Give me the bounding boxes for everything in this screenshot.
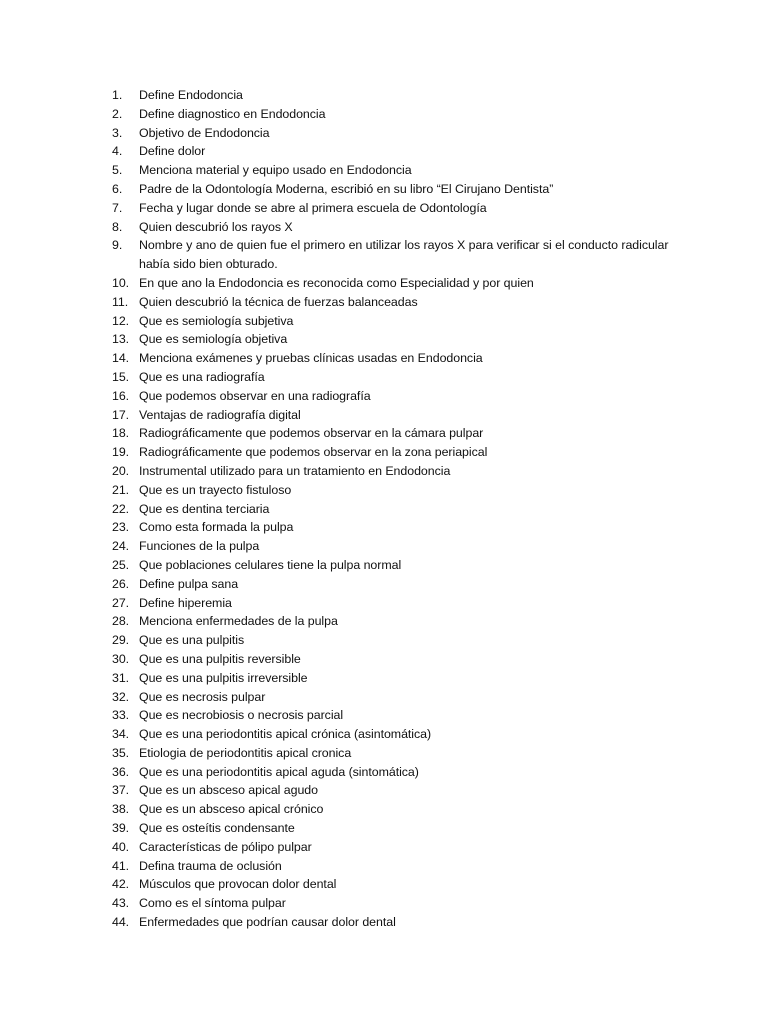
question-number: 13.: [112, 332, 130, 347]
question-text: Que es una pulpitis reversible: [139, 651, 301, 666]
question-text: Menciona exámenes y pruebas clínicas usadas en Endodoncia: [139, 351, 483, 366]
question-text: Etiologia de periodontitis apical cronica: [139, 745, 352, 760]
question-item: [112, 612, 672, 631]
question-item: [112, 349, 672, 368]
question-number: 41.: [112, 858, 130, 873]
question-number: 16.: [112, 388, 130, 403]
question-number: 29.: [112, 633, 130, 648]
question-number: 31.: [112, 670, 130, 685]
question-number: 11.: [112, 294, 129, 309]
question-text: Músculos que provocan dolor dental: [139, 877, 337, 892]
question-item: [112, 857, 672, 876]
question-item: [112, 330, 672, 349]
question-item: [112, 406, 672, 425]
question-item: [112, 312, 672, 331]
question-item: [112, 218, 672, 237]
question-item: [112, 124, 672, 143]
question-text: Radiográficamente que podemos observar en la cámara pulpar: [139, 426, 484, 441]
question-text: Que es una periodontitis apical aguda (sintomática): [139, 764, 419, 779]
question-number: 36.: [112, 764, 130, 779]
question-number: 26.: [112, 576, 130, 591]
question-item: [112, 744, 672, 763]
question-text: Quien descubrió los rayos X: [139, 219, 293, 234]
question-number: 27.: [112, 595, 130, 610]
question-item: [112, 236, 672, 274]
question-text: Enfermedades que podrían causar dolor dental: [139, 915, 396, 930]
question-text: Como es el síntoma pulpar: [139, 896, 286, 911]
question-item: [112, 763, 672, 782]
question-number: 10.: [112, 275, 130, 290]
question-item: [112, 368, 672, 387]
question-number: 2.: [112, 106, 123, 121]
question-item: [112, 669, 672, 688]
question-item: [112, 819, 672, 838]
question-text: Fecha y lugar donde se abre al primera escuela de Odontología: [139, 200, 487, 215]
question-item: [112, 594, 672, 613]
question-number: 5.: [112, 163, 123, 178]
question-item: [112, 706, 672, 725]
question-text: Objetivo de Endodoncia: [139, 125, 270, 140]
question-text: Que es una pulpitis: [139, 633, 245, 648]
question-text: Quien descubrió la técnica de fuerzas balanceadas: [139, 294, 418, 309]
question-item: [112, 443, 672, 462]
question-number: 37.: [112, 783, 130, 798]
question-text: Que es un absceso apical agudo: [139, 783, 318, 798]
question-item: [112, 424, 672, 443]
question-item: [112, 518, 672, 537]
question-text: Defina trauma de oclusión: [139, 858, 282, 873]
question-item: [112, 161, 672, 180]
question-number: 8.: [112, 219, 123, 234]
question-text: Define diagnostico en Endodoncia: [139, 106, 326, 121]
question-text: Que es dentina terciaria: [139, 501, 270, 516]
question-number: 1.: [112, 88, 123, 102]
question-item: [112, 462, 672, 481]
question-text: Que poblaciones celulares tiene la pulpa normal: [139, 557, 402, 572]
question-item: [112, 180, 672, 199]
question-number: 20.: [112, 463, 130, 478]
question-text: Que es un absceso apical crónico: [139, 802, 324, 817]
question-text: Padre de la Odontología Moderna, escribió en su libro “El Cirujano Dentista”: [139, 181, 554, 196]
question-item: [112, 894, 672, 913]
question-text: Como esta formada la pulpa: [139, 520, 294, 535]
question-number: 39.: [112, 821, 130, 836]
question-text: En que ano la Endodoncia es reconocida como Especialidad y por quien: [139, 275, 534, 290]
question-item: [112, 500, 672, 519]
question-item: [112, 875, 672, 894]
question-number: 44.: [112, 915, 130, 930]
question-number: 18.: [112, 426, 130, 441]
question-number: 40.: [112, 839, 130, 854]
question-item: [112, 105, 672, 124]
question-number: 30.: [112, 651, 130, 666]
question-number: 6.: [112, 181, 123, 196]
question-item: [112, 913, 672, 932]
question-item: [112, 86, 672, 105]
question-item: [112, 274, 672, 293]
question-text: Ventajas de radiografía digital: [139, 407, 301, 422]
question-number: 24.: [112, 539, 130, 554]
question-number: 28.: [112, 614, 130, 629]
question-number: 23.: [112, 520, 130, 535]
question-item: [112, 537, 672, 556]
question-number: 25.: [112, 557, 130, 572]
question-text: Define dolor: [139, 144, 206, 159]
question-text: Que es una radiografía: [139, 369, 265, 384]
question-text: Define hiperemia: [139, 595, 232, 610]
question-list: [112, 86, 672, 932]
question-item: [112, 781, 672, 800]
question-item: [112, 688, 672, 707]
question-text: Que es semiología subjetiva: [139, 313, 294, 328]
question-item: [112, 199, 672, 218]
question-number: 35.: [112, 745, 130, 760]
question-number: 4.: [112, 144, 123, 159]
question-number: 43.: [112, 896, 130, 911]
question-item: [112, 631, 672, 650]
question-item: [112, 481, 672, 500]
question-number: 34.: [112, 727, 130, 742]
question-number: 19.: [112, 445, 130, 460]
question-text: Define pulpa sana: [139, 576, 239, 591]
question-item: [112, 838, 672, 857]
question-number: 9.: [112, 238, 123, 253]
question-number: 17.: [112, 407, 130, 422]
question-number: 33.: [112, 708, 130, 723]
question-text: Que es un trayecto fistuloso: [139, 482, 292, 497]
question-number: 22.: [112, 501, 130, 516]
question-text: Nombre y ano de quien fue el primero en utilizar los rayos X para verificar si el conducto radicular había sido bien obturado.: [139, 238, 669, 272]
question-text: Que es osteítis condensante: [139, 821, 295, 836]
question-text: Funciones de la pulpa: [139, 539, 260, 554]
question-item: [112, 800, 672, 819]
question-number: 38.: [112, 802, 130, 817]
question-number: 7.: [112, 200, 123, 215]
question-text: Que podemos observar en una radiografía: [139, 388, 371, 403]
question-number: 15.: [112, 369, 130, 384]
question-text: Que es semiología objetiva: [139, 332, 288, 347]
question-text: Define Endodoncia: [139, 88, 243, 102]
question-text: Que es necrosis pulpar: [139, 689, 266, 704]
question-item: [112, 387, 672, 406]
question-text: Que es una periodontitis apical crónica (asintomática): [139, 727, 432, 742]
question-item: [112, 293, 672, 312]
question-text: Que es necrobiosis o necrosis parcial: [139, 708, 344, 723]
question-item: [112, 650, 672, 669]
question-text: Menciona material y equipo usado en Endodoncia: [139, 163, 412, 178]
question-item: [112, 142, 672, 161]
question-text: Menciona enfermedades de la pulpa: [139, 614, 338, 629]
question-number: 42.: [112, 877, 130, 892]
question-number: 12.: [112, 313, 130, 328]
question-item: [112, 556, 672, 575]
question-text: Instrumental utilizado para un tratamiento en Endodoncia: [139, 463, 451, 478]
question-text: Radiográficamente que podemos observar en la zona periapical: [139, 445, 488, 460]
question-number: 21.: [112, 482, 130, 497]
question-text: Características de pólipo pulpar: [139, 839, 312, 854]
question-number: 14.: [112, 351, 130, 366]
question-item: [112, 725, 672, 744]
question-number: 3.: [112, 125, 123, 140]
question-number: 32.: [112, 689, 130, 704]
question-text: Que es una pulpitis irreversible: [139, 670, 308, 685]
question-item: [112, 575, 672, 594]
